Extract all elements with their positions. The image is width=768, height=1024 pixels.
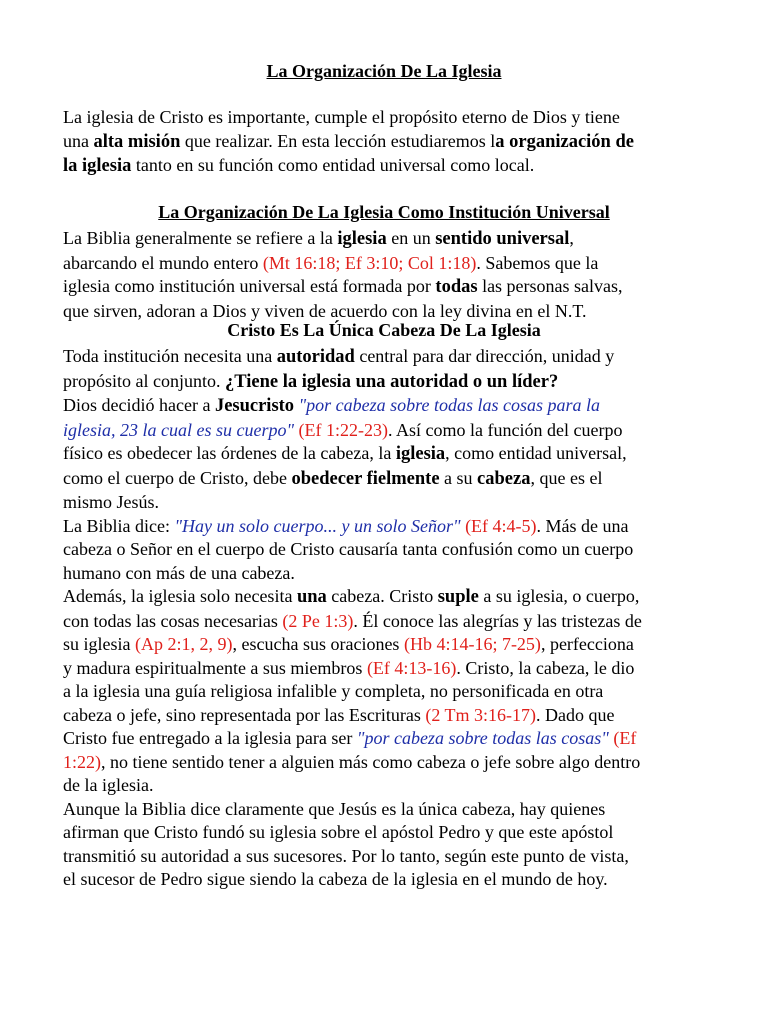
- intro-paragraph: [63, 106, 723, 179]
- text-line: [63, 538, 723, 562]
- bible-reference: (Ef 4:13-16): [366, 657, 457, 678]
- plain-text: . Dado que: [536, 704, 615, 725]
- text-line: [63, 419, 723, 443]
- plain-text: que realizar. En esta lección estudiaremos l: [180, 130, 496, 151]
- text-line: [63, 275, 723, 300]
- plain-text: Aunque la Biblia dice claramente que Jesús es la única cabeza, hay quienes: [63, 798, 606, 819]
- plain-text: su iglesia: [63, 634, 135, 654]
- text-line: [63, 845, 723, 869]
- plain-text: el sucesor de Pedro sigue siendo la cabeza de la iglesia en el mundo de hoy.: [63, 869, 608, 889]
- text-line: [63, 610, 723, 634]
- scripture-quote: iglesia, 23 la cual es su cuerpo": [63, 419, 295, 440]
- plain-text: afirman que Cristo fundó su iglesia sobre el apóstol Pedro y que este apóstol: [63, 822, 614, 842]
- plain-text: Dios decidió hacer a: [63, 395, 215, 415]
- bold-text: autoridad: [276, 347, 355, 367]
- bold-text: una: [296, 587, 327, 607]
- bold-text: sentido universal: [435, 229, 570, 249]
- plain-text: transmitió su autoridad a sus sucesores. Por lo tanto, según este punto de vista,: [63, 845, 629, 866]
- bold-text: iglesia: [395, 444, 446, 464]
- plain-text: Cristo fue entregado a la iglesia para ser: [63, 728, 357, 748]
- plain-text: propósito al conjunto.: [63, 370, 225, 391]
- text-line: [63, 227, 723, 252]
- text-line: [63, 585, 723, 610]
- text-line: [63, 821, 723, 845]
- bold-text: obedecer fielmente: [291, 468, 440, 489]
- text-line: [63, 704, 723, 728]
- scripture-quote: "por cabeza sobre todas las cosas": [356, 728, 609, 748]
- bible-reference: (2 Pe 1:3): [282, 610, 354, 631]
- bible-reference: (Ef 4:4-5): [465, 515, 537, 536]
- plain-text: las personas salvas,: [477, 276, 623, 296]
- plain-text: Además, la iglesia solo necesita: [63, 586, 297, 606]
- plain-text: La Biblia generalmente se refiere a la: [63, 228, 338, 248]
- plain-text: de la iglesia.: [63, 775, 154, 795]
- plain-text: cabeza o Señor en el cuerpo de Cristo causaría tanta confusión como un cuerpo: [63, 539, 634, 559]
- section-heading-universal: La Organización De La Iglesia Como Institución Universal: [158, 202, 610, 222]
- plain-text: , escucha sus oraciones: [232, 634, 404, 654]
- plain-text: mismo Jesús.: [63, 492, 160, 512]
- plain-text: , que es el: [530, 467, 603, 488]
- text-line: [63, 633, 723, 657]
- text-line: [63, 394, 723, 419]
- plain-text: como el cuerpo de Cristo, debe: [63, 467, 292, 488]
- plain-text: cabeza. Cristo: [326, 586, 438, 606]
- plain-text: en un: [386, 228, 436, 248]
- text-line: [63, 798, 723, 822]
- plain-text: físico es obedecer las órdenes de la cabeza, la: [63, 443, 396, 463]
- plain-text: , no tiene sentido tener a alguien más como cabeza o jefe sobre algo dentro: [101, 751, 641, 772]
- bold-text: ¿Tiene la iglesia una autoridad o un líder?: [224, 371, 559, 392]
- scripture-quote: "Hay un solo cuerpo... y un solo Señor": [174, 515, 461, 536]
- text-line: [63, 751, 723, 775]
- bold-text: iglesia: [337, 229, 387, 249]
- text-line: [63, 370, 723, 395]
- plain-text: , como entidad universal,: [445, 443, 627, 463]
- section-heading-cabeza: Cristo Es La Única Cabeza De La Iglesia: [227, 320, 541, 340]
- text-line: [63, 680, 723, 704]
- plain-text: . Cristo, la cabeza, le dio: [456, 657, 635, 678]
- plain-text: a la iglesia una guía religiosa infalible y completa, no personificada en otra: [63, 681, 604, 701]
- plain-text: una: [63, 130, 94, 151]
- bible-reference: (Hb 4:14-16; 7-25): [403, 634, 541, 654]
- plain-text: a su iglesia, o cuerpo,: [478, 586, 640, 606]
- text-line: [63, 868, 723, 892]
- bold-text: la iglesia: [63, 156, 132, 176]
- cabeza-body: [63, 345, 723, 892]
- bible-reference: (2 Tm 3:16-17): [425, 704, 536, 725]
- plain-text: Toda institución necesita una: [63, 346, 277, 366]
- bible-reference: (Mt 16:18; Ef 3:10; Col 1:18): [262, 252, 477, 273]
- text-line: [63, 345, 723, 370]
- plain-text: , perfecciona: [540, 634, 634, 654]
- text-line: [63, 154, 723, 179]
- plain-text: . Sabemos que la: [476, 252, 599, 273]
- plain-text: tanto en su función como entidad universal como local.: [131, 155, 535, 175]
- text-line: [63, 657, 723, 681]
- plain-text: central para dar dirección, unidad y: [354, 346, 615, 366]
- text-line: [63, 515, 723, 539]
- text-line: [63, 252, 723, 276]
- plain-text: que sirven, adoran a Dios y viven de acuerdo con la ley divina en el N.T.: [63, 300, 587, 321]
- bold-text: suple: [437, 587, 479, 607]
- bible-reference: (Ef 1:22-23): [298, 419, 389, 440]
- text-line: [63, 467, 723, 492]
- text-line: [63, 130, 723, 155]
- scripture-quote: "por cabeza sobre todas las cosas para la: [298, 395, 600, 415]
- plain-text: humano con más de una cabeza.: [63, 562, 295, 583]
- universal-paragraph: [63, 227, 723, 323]
- plain-text: y madura espiritualmente a sus miembros: [63, 657, 367, 678]
- bible-reference: 1:22): [63, 751, 101, 772]
- text-line: [63, 774, 723, 798]
- plain-text: . Más de una: [536, 515, 629, 536]
- bible-reference: (Ef: [613, 728, 637, 748]
- plain-text: La iglesia de Cristo es importante, cumple el propósito eterno de Dios y tiene: [63, 107, 620, 127]
- bold-text: a organización de: [495, 131, 634, 152]
- text-line: [63, 106, 723, 130]
- bold-text: alta misión: [93, 131, 181, 152]
- plain-text: ,: [569, 228, 574, 248]
- text-line: [63, 562, 723, 586]
- plain-text: cabeza o jefe, sino representada por las Escrituras: [63, 704, 426, 725]
- text-line: [63, 491, 723, 515]
- plain-text: abarcando el mundo entero: [63, 252, 263, 273]
- plain-text: . Él conoce las alegrías y las tristezas de: [353, 610, 642, 631]
- plain-text: . Así como la función del cuerpo: [388, 419, 623, 440]
- bold-text: todas: [435, 277, 478, 297]
- page-title: La Organización De La Iglesia: [266, 61, 502, 81]
- plain-text: a su: [439, 467, 478, 488]
- bible-reference: (Ap 2:1, 2, 9): [135, 634, 233, 654]
- text-line: [63, 442, 723, 467]
- text-line: [63, 727, 723, 751]
- bold-text: cabeza: [477, 468, 531, 489]
- plain-text: con todas las cosas necesarias: [63, 610, 283, 631]
- plain-text: La Biblia dice:: [63, 515, 175, 536]
- bold-text: Jesucristo: [214, 396, 295, 416]
- plain-text: iglesia como institución universal está formada por: [63, 276, 436, 296]
